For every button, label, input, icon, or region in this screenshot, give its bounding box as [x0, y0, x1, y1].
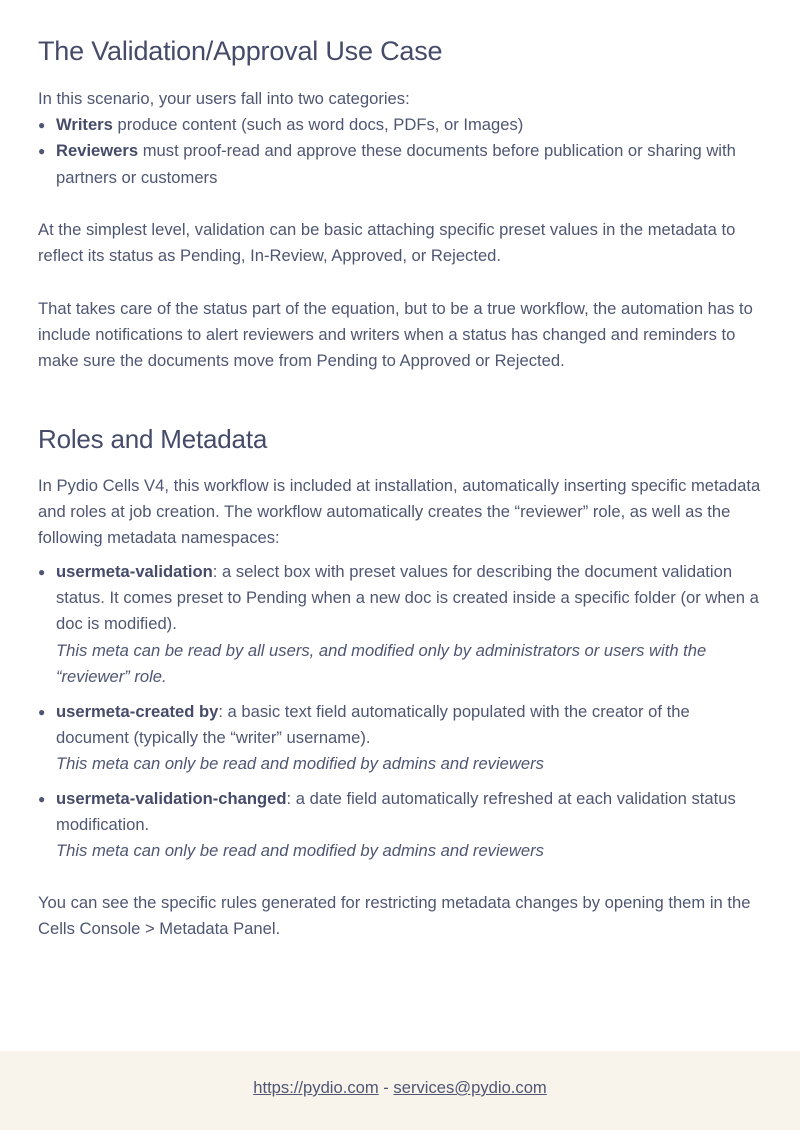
bullet-icon: ●: [38, 791, 46, 806]
website-link[interactable]: https://pydio.com: [253, 1078, 379, 1097]
bullet-icon: ●: [38, 704, 46, 719]
namespace-note: This meta can only be read and modified by admins and reviewers: [56, 753, 544, 773]
list-item: [38, 112, 762, 138]
namespace-note: This meta can only be read and modified by admins and reviewers: [56, 841, 544, 861]
roles-paragraph: In Pydio Cells V4, this workflow is included at installation, automatically inserting specific metadata and roles at job creation. The workflow automatically creates the “reviewer” role, as well as the following metadata namespaces:: [38, 476, 761, 548]
rules-paragraph: You can see the specific rules generated for restricting metadata changes by opening them in the Cells Console > Metadata Panel.: [38, 893, 751, 939]
namespace-text: : a select box with preset values for describing the document validation status. It comes preset to Pending when a new doc is created inside a specific folder (or when a doc is modified).: [56, 562, 759, 634]
categories-list: [38, 112, 762, 191]
category-term: Reviewers: [56, 141, 139, 161]
bullet-icon: ●: [38, 565, 46, 579]
category-text: produce content (such as word docs, PDFs, or Images): [112, 115, 524, 135]
section-heading: Roles and Metadata: [38, 424, 268, 454]
intro-section: [38, 86, 762, 191]
namespace-text: : a date field automatically refreshed at each validation status modification.: [56, 788, 736, 834]
namespace-term: usermeta-validation: [56, 562, 213, 581]
status-paragraph: At the simplest level, validation can be basic attaching specific preset values in the metadata to reflect its status as Pending, In-Review, Approved, or Rejected.: [38, 220, 736, 266]
category-text: must proof-read and approve these documents before publication or sharing with partners or customers: [56, 141, 736, 187]
bullet-icon: ●: [38, 118, 46, 133]
bullet-icon: ●: [38, 144, 46, 159]
list-item: [38, 138, 762, 190]
footer-separator: -: [378, 1078, 394, 1097]
list-item: [38, 699, 762, 778]
namespace-text: : a basic text field automatically populated with the creator of the document (typically the “writer” username).: [56, 701, 690, 747]
page-title: The Validation/Approval Use Case: [38, 36, 443, 66]
namespaces-list: [38, 559, 762, 864]
namespace-note: This meta can be read by all users, and modified only by administrators or users with the “reviewer” role.: [56, 640, 707, 686]
list-item: [38, 559, 762, 690]
email-link[interactable]: services@pydio.com: [393, 1078, 547, 1097]
namespace-term: usermeta-validation-changed: [56, 788, 287, 808]
category-term: Writers: [56, 115, 113, 135]
namespace-term: usermeta-created by: [56, 701, 219, 721]
footer-links: [0, 1076, 800, 1100]
page-footer: [0, 1051, 800, 1130]
list-item: [38, 786, 762, 865]
workflow-paragraph: That takes care of the status part of the equation, but to be a true workflow, the automation has to include notifications to alert reviewers and writers when a status has changed and reminders to make sure the documents move from Pending to Approved or Rejected.: [38, 299, 753, 371]
intro-paragraph: In this scenario, your users fall into two categories:: [38, 89, 410, 108]
